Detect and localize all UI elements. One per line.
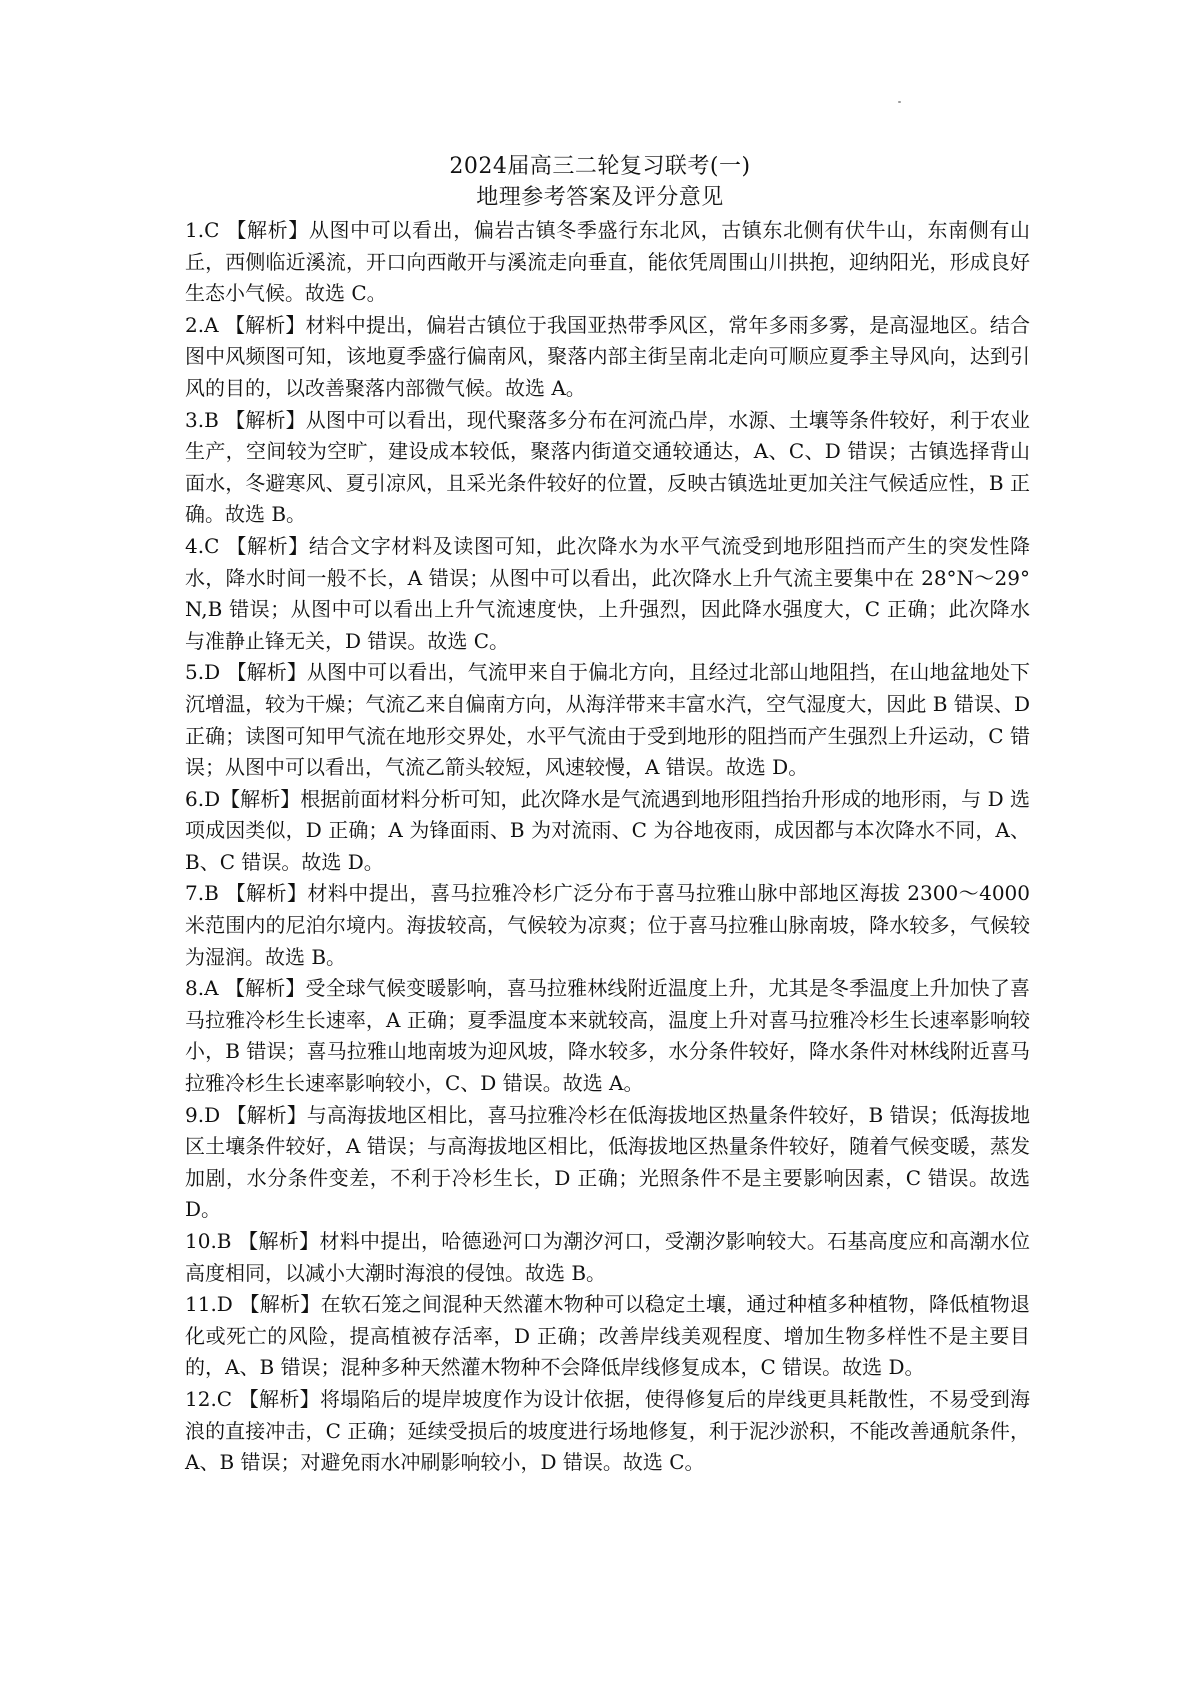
answer-item: 1.C 【解析】从图中可以看出，偏岩古镇冬季盛行东北风，古镇东北侧有伏牛山，东南侧有山丘，西侧临近溪流，开口向西敞开与溪流走向垂直，能依凭周围山川拱抱，迎纳阳光，形成良好生态小气候。故选 C。 bbox=[185, 218, 1030, 306]
answer-list bbox=[185, 215, 1030, 1479]
scan-speck bbox=[898, 101, 901, 103]
answer-item: 5.D 【解析】从图中可以看出，气流甲来自于偏北方向，且经过北部山地阻挡，在山地盆地处下沉增温，较为干燥；气流乙来自偏南方向，从海洋带来丰富水汽，空气湿度大，因此 B 错误、D 正确；读图可知甲气流在地形交界处，水平气流由于受到地形的阻挡而产生强烈上升运动，C 错误；从图中可以看出，气流乙箭头较短，风速较慢，A 错误。故选 D。 bbox=[185, 660, 1030, 780]
answer-item: 2.A 【解析】材料中提出，偏岩古镇位于我国亚热带季风区，常年多雨多雾，是高湿地区。结合图中风频图可知，该地夏季盛行偏南风，聚落内部主街呈南北走向可顺应夏季主导风向，达到引风的目的，以改善聚落内部微气候。故选 A。 bbox=[185, 312, 1030, 400]
document-title: 2024届高三二轮复习联考(一) bbox=[449, 154, 751, 179]
answer-item: 3.B 【解析】从图中可以看出，现代聚落多分布在河流凸岸，水源、土壤等条件较好，利于农业生产，空间较为空旷，建设成本较低，聚落内街道交通较通达，A、C、D 错误；古镇选择背山面水，冬避寒风、夏引凉风，且采光条件较好的位置，反映古镇选址更加关注气候适应性，B 正确。故选 B。 bbox=[185, 407, 1030, 527]
answer-item: 7.B 【解析】材料中提出，喜马拉雅冷杉广泛分布于喜马拉雅山脉中部地区海拔 2300～4000 米范围内的尼泊尔境内。海拔较高，气候较为凉爽；位于喜马拉雅山脉南坡，降水较多，气候较为湿润。故选 B。 bbox=[185, 881, 1030, 969]
answer-item: 11.D 【解析】在软石笼之间混种天然灌木物种可以稳定土壤，通过种植多种植物，降低植物退化或死亡的风险，提高植被存活率，D 正确；改善岸线美观程度、增加生物多样性不是主要目的，A、B 错误；混种多种天然灌木物种不会降低岸线修复成本，C 错误。故选 D。 bbox=[185, 1292, 1030, 1380]
answer-item: 12.C 【解析】将塌陷后的堤岸坡度作为设计依据，使得修复后的岸线更具耗散性，不易受到海浪的直接冲击，C 正确；延续受损后的坡度进行场地修复，利于泥沙淤积，不能改善通航条件，A、B 错误；对避免雨水冲刷影响较小，D 错误。故选 C。 bbox=[185, 1386, 1030, 1475]
answer-item: 4.C 【解析】结合文字材料及读图可知，此次降水为水平气流受到地形阻挡而产生的突发性降水，降水时间一般不长，A 错误；从图中可以看出，此次降水上升气流主要集中在 28°N～29°N,B 错误；从图中可以看出上升气流速度快，上升强烈，因此降水强度大，C 正确；此次降水与准静止锋无关，D 错误。故选 C。 bbox=[185, 533, 1030, 653]
document-subtitle: 地理参考答案及评分意见 bbox=[476, 185, 724, 210]
answer-item: 6.D【解析】根据前面材料分析可知，此次降水是气流遇到地形阻挡抬升形成的地形雨，与 D 选项成因类似，D 正确；A 为锋面雨、B 为对流雨、C 为谷地夜雨，成因都与本次降水不同，A、B、C 错误。故选 D。 bbox=[185, 786, 1030, 874]
document-header bbox=[0, 151, 1200, 213]
answer-item: 10.B 【解析】材料中提出，哈德逊河口为潮汐河口，受潮汐影响较大。石基高度应和高潮水位高度相同，以减小大潮时海浪的侵蚀。故选 B。 bbox=[185, 1229, 1030, 1285]
answer-item: 9.D 【解析】与高海拔地区相比，喜马拉雅冷杉在低海拔地区热量条件较好，B 错误；低海拔地区土壤条件较好，A 错误；与高海拔地区相比，低海拔地区热量条件较好，随着气候变暖，蒸发加剧，水分条件变差，不利于冷杉生长，D 正确；光照条件不是主要影响因素，C 错误。故选 D。 bbox=[185, 1102, 1030, 1222]
answer-item: 8.A 【解析】受全球气候变暖影响，喜马拉雅林线附近温度上升，尤其是冬季温度上升加快了喜马拉雅冷杉生长速率，A 正确；夏季温度本来就较高，温度上升对喜马拉雅冷杉生长速率影响较小，B 错误；喜马拉雅山地南坡为迎风坡，降水较多，水分条件较好，降水条件对林线附近喜马拉雅冷杉生长速率影响较小，C、D 错误。故选 A。 bbox=[185, 976, 1030, 1096]
